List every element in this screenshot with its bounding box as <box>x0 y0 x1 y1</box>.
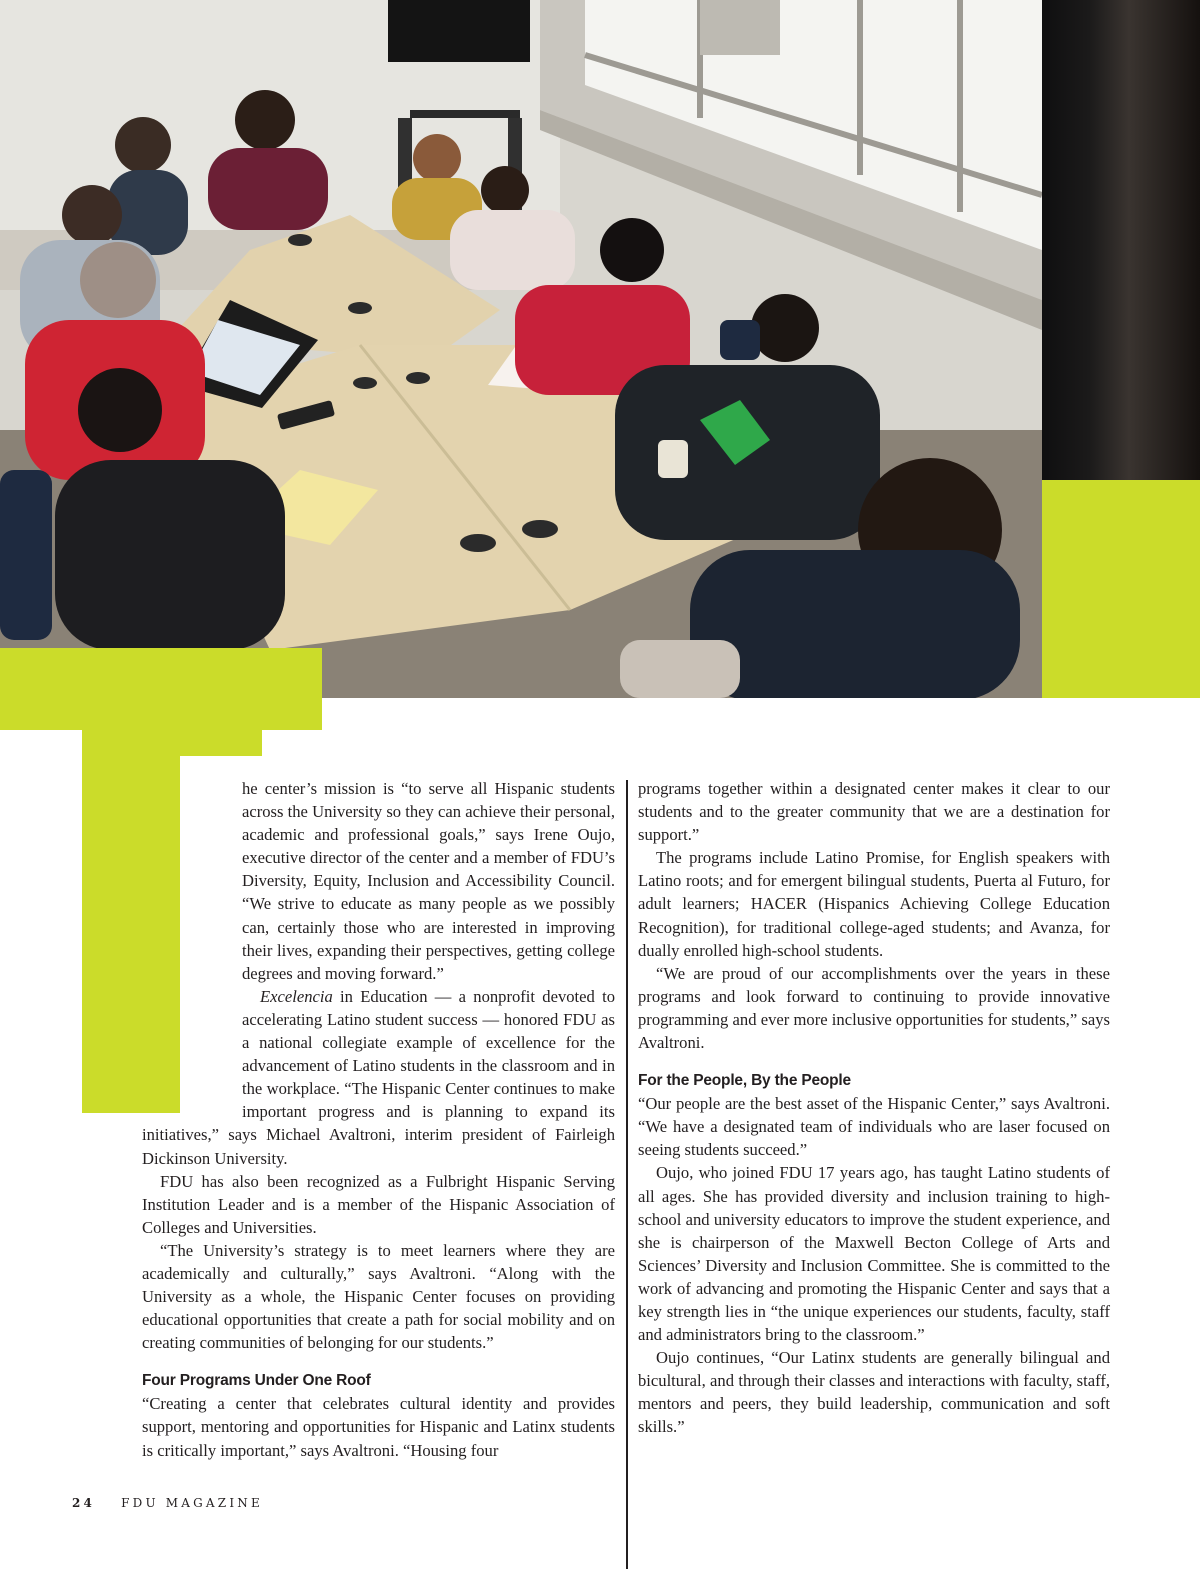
section-subhead: Four Programs Under One Roof <box>142 1372 371 1390</box>
paragraph: “Our people are the best asset of the Hispanic Center,” says Avaltroni. “We have a designated team of individuals who are laser focused on seeing students succeed.” <box>638 1094 1110 1160</box>
paragraph: FDU has also been recognized as a Fulbright Hispanic Serving Institution Leader and is a member of the Hispanic Association of Colleges and Universities. <box>142 1171 615 1237</box>
section-subhead: For the People, By the People <box>638 1072 851 1090</box>
paragraph: he center’s mission is “to serve all Hispanic students across the University so they can achieve their personal, academic and professional goals,” says Irene Oujo, executive director of the center and a member of FDU’s Diversity, Equity, Inclusion and Accessibility Council. “We strive to educate as many people as we possibly can, certainly those who are interested in improving their lives, expanding their perspectives, getting college degrees and moving forward.” <box>242 779 615 983</box>
column-divider <box>626 780 628 1569</box>
paragraph: “Creating a center that celebrates cultural identity and provides support, mentoring and opportunities for Hispanic and Latinx students is critically important,” says Avaltroni. “Housing four <box>142 1394 615 1460</box>
paragraph: “We are proud of our accomplishments over the years in these programs and look forward to continuing to provide innovative programming and ever more inclusive opportunities for students,” says Avaltroni. <box>638 963 1110 1053</box>
accent-block-left <box>0 648 322 730</box>
drop-cap-spacer <box>142 777 242 1122</box>
side-photo-strip <box>1042 0 1200 480</box>
paragraph-text: in Education — a nonprofit devoted to accelerating Latino student success — honored FDU as a national collegiate example of excellence for the advancement of Latino students in the classroom and in the workplace. “The Hispanic Center continues to make important progress and is planning to expand its initiatives,” says Michael Avaltroni, interim president of Fairleigh Dickinson University. <box>142 986 615 1168</box>
paragraph: “The University’s strategy is to meet learners where they are academically and culturally,” says Avaltroni. “Along with the University as a whole, the Hispanic Center focuses on providing educational opportunities that create a path for social mobility and on creating communities of belonging for our students.” <box>142 1240 615 1353</box>
article-column-right <box>638 777 1110 1439</box>
italic-org-name: Excelencia <box>260 986 333 1006</box>
paragraph: programs together within a designated center makes it clear to our students and to the greater community that we are a destination for support.” <box>638 779 1110 845</box>
magazine-name: FDU MAGAZINE <box>121 1496 263 1510</box>
page-folio <box>72 1496 263 1510</box>
group-meeting-photo-icon <box>0 0 1042 698</box>
paragraph: Oujo continues, “Our Latinx students are generally bilingual and bicultural, and through their classes and interactions with faculty, staff, mentors and peers, they build leadership, communication and soft skills.” <box>638 1348 1110 1437</box>
paragraph: The programs include Latino Promise, for English speakers with Latino roots; and for emergent bilingual students, Puerta al Futuro, for adult learners; HACER (Hispanics Achieving College Education Recognition), for traditional college-aged students; and Avanza, for dually enrolled high-school students. <box>638 848 1110 960</box>
hero-photo <box>0 0 1042 698</box>
page-number: 24 <box>72 1496 96 1510</box>
article-column-left <box>142 777 615 1462</box>
accent-block-right <box>1042 480 1200 698</box>
paragraph: Oujo, who joined FDU 17 years ago, has taught Latino students of all ages. She has provided diversity and inclusion training to high-school and university educators to improve the student experience, and she is chairperson of the Maxwell Becton College of Arts and Sciences’ Diversity and Inclusion Committee. She is committed to the work of advancing and promoting the Hispanic Center and says that a key strength lies in “the unique experiences our students, faculty, staff and administrators bring to the classroom.” <box>638 1163 1110 1345</box>
